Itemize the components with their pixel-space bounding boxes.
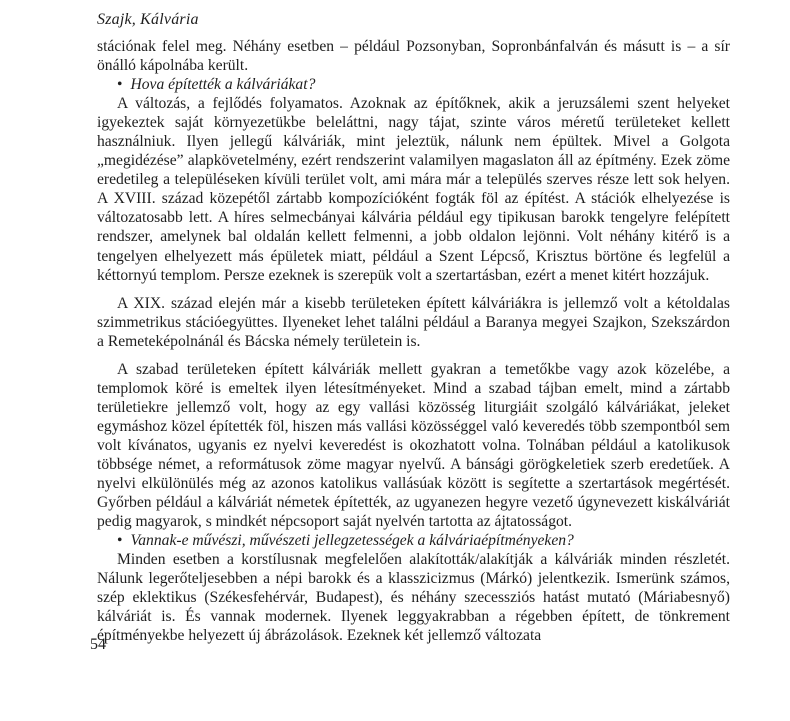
- paragraph: A változás, a fejlődés folyamatos. Azoknak az építőknek, akik a jeruzsálemi szent helyeket igyekeztek saját környezetükbe beleláttni, nagy tájat, szinte város méretű területeket kellett használniuk. Ilyen jellegű kálváriák, mint jeleztük, nálunk nem épültek. Mivel a Golgota „megidézése” alapkövetelmény, ezért rendszerint valamilyen magaslaton áll az építmény. Ezek zöme eredetileg a településeken kívüli terület volt, ami mára már a település szerves része lett sok helyen. A XVIII. század közepétől zártabb kompozícióként fogták föl az építést. A stációk elhelyezése is változatosabb lett. A híres selmecbányai kálvária például egy tipikusan barokk tengelyre felépített rendszer, amelynek bal oldalán kellett felmenni, a jobb oldalon lejönni. Volt néhány kitérő is a tengelyen elhelyezett más épületek miatt, például a Szent Lépcső, Krisztus börtöne és legfelül a kéttornyú templom. Persze ezeknek is szerepük volt a szertartásban, ezért a menet kitért hozzájuk.: [97, 95, 730, 284]
- question-heading: [97, 75, 730, 94]
- bullet-icon: •: [117, 76, 123, 94]
- running-head: Szajk, Kálvária: [97, 11, 199, 28]
- bullet-icon: •: [117, 532, 123, 550]
- question-heading: [97, 531, 730, 550]
- paragraph: stációnak felel meg. Néhány esetben – például Pozsonyban, Sopronbánfalván és másutt is – a sír önálló kápolnába került.: [97, 38, 730, 75]
- question-text: Vannak-e művészi, művészeti jellegzetességek a kálváriaépítményeken?: [130, 532, 574, 550]
- paragraph: A szabad területeken épített kálváriák mellett gyakran a temetőkbe vagy azok közelébe, a templomok köré is emeltek ilyen létesítményeket. Mind a szabad tájban emelt, mind a zártabb területiekre jellemző volt, hogy az egy vallási közösség liturgiáit szolgáló kálváriákat, jeleket egymáshoz közel építették föl, hiszen más vallási közösséggel való keveredés több szempontból sem volt kívánatos, ugyanis ez nyelvi keveredést is okozhatott volna. Tolnában például a katolikusok többsége német, a reformátusok zöme magyar nyelvű. A bánsági görögkeletiek szerb eredetűek. A nyelvi elkülönülés még az azonos katolikus vallásúak között is segítette a szertartások megértését. Győrben például a kálváriát németek építették, az ugyanezen hegyre vezető úgynevezett kiskálváriát pedig magyarok, s mindkét népcsoport saját nyelvén tartotta az ájtatosságot.: [97, 360, 730, 531]
- page-number: 54: [90, 636, 106, 653]
- paragraph: Minden esetben a korstílusnak megfelelően alakították/alakítják a kálváriák minden részletét. Nálunk legerőteljesebben a népi barokk és a klasszicizmus (Márkó) jelentkezik. Ismerünk számos, szép eklektikus (Székesfehérvár, Budapest), és néhány szecessziós hatást mutató (Máriabesnyő) kálváriát is. És vannak modernek. Ilyenek leggyakrabban a régebben épített, de tönkrement építményekbe helyezett új ábrázolások. Ezeknek két jellemző változata: [97, 551, 730, 645]
- paragraph: A XIX. század elején már a kisebb területeken épített kálváriákra is jellemző volt a kétoldalas szimmetrikus stációegyüttes. Ilyeneket lehet találni például a Baranya megyei Szajkon, Szekszárdon a Remeteképolnánál és Bácska némely területein is.: [97, 294, 730, 350]
- body-text: [97, 37, 730, 645]
- question-text: Hova építették a kálváriákat?: [130, 76, 316, 94]
